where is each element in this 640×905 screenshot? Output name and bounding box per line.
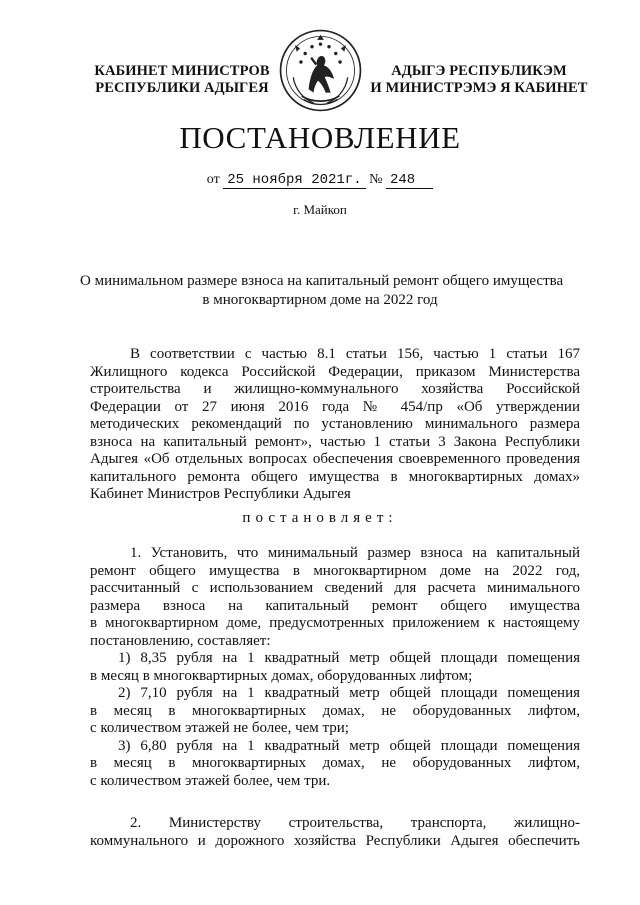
issuer-line: И МИНИСТРЭМЭ Я КАБИНЕТ [370,80,588,96]
rate-line: с количеством этажей более, чем три. [90,772,331,789]
issuer-line: АДЫГЭ РЕСПУБЛИКЭМ [391,63,567,79]
item-1-line: размера взноса на капитальный ремонт общего имущества [90,597,580,614]
preamble-line: строительства и жилищно-коммунального хозяйства Российской [90,381,580,397]
issuer-line: КАБИНЕТ МИНИСТРОВ [94,63,270,79]
year-suffix: г. [344,172,362,188]
preamble-line: методических рекомендаций по установлению минимального размера [90,416,580,432]
preamble-line: Адыгея «Об отдельных вопросах обеспечения своевременного проведения [90,451,580,467]
rate-line: 3) 6,80 рубля на 1 квадратный метр общей площади помещения [118,737,580,754]
rate-line: в месяц в многоквартирных домах, оборудованных лифтом; [90,667,473,684]
preamble-line: Кабинет Министров Республики Адыгея [90,486,351,502]
item-1-paragraph [90,545,580,790]
document-date [223,172,365,189]
document-number: 248 [386,172,433,189]
issuer-name-russian [92,63,272,97]
document-subject [80,272,564,310]
preamble-line: Жилищного кодекса Российской Федерации, приказом Министерства [90,363,580,380]
issuer-name-adyghe [368,63,590,97]
adygea-coat-of-arms-icon [278,28,363,113]
decree-word: постановляет: [242,510,398,526]
rate-line: в месяц в многоквартирных домах, не оборудованных лифтом, [90,702,580,719]
date-and-number [0,172,640,188]
preamble-line: В соответствии с частью 8.1 статьи 156, частью 1 статьи 167 [130,346,580,362]
item-1-line: ремонт общего имущества в многоквартирном доме на 2022 год, [90,562,580,579]
preamble-line: капитального ремонта общего имущества в многоквартирных домах» [90,468,580,485]
rate-line: 2) 7,10 рубля на 1 квадратный метр общей площади помещения [118,685,580,701]
item-2-line: 2. Министерству строительства, транспорта, жилищно- [130,815,580,831]
item-1-line: постановлению, составляет: [90,632,271,649]
item-2-paragraph [90,815,580,850]
preamble-line: Федерации от 27 июня 2016 года № 454/пр «Об утверждении [90,398,580,415]
item-2-line: коммунального и дорожного хозяйства Республики Адыгея обеспечить [90,832,580,849]
city-name: г. Майкоп [293,202,347,217]
document-title: ПОСТАНОВЛЕНИЕ [179,120,461,155]
subject-line: О минимальном размере взноса на капитальный ремонт общего имущества [80,273,564,289]
date-value: 25 ноября 2021 [227,172,345,188]
rate-line: в месяц в многоквартирных домах, не оборудованных лифтом, [90,755,580,771]
preamble-paragraph [90,346,580,504]
issuer-line: РЕСПУБЛИКИ АДЫГЕЯ [95,80,269,96]
number-label: № [369,172,383,187]
date-prefix: от [206,172,220,187]
item-1-line: 1. Установить, что минимальный размер взноса на капитальный [130,545,580,561]
subject-line: в многоквартирном доме на 2022 год [202,292,438,308]
preamble-line: взноса на капитальный ремонт», частью 1 статьи 3 Закона Республики [90,433,580,450]
item-1-line: в многоквартирном доме, предусмотренных приложением к настоящему [90,615,580,631]
rate-line: 1) 8,35 рубля на 1 квадратный метр общей площади помещения [118,650,580,666]
rate-line: с количеством этажей не более, чем три; [90,720,349,736]
item-1-line: рассчитанный с использованием сведений для расчета минимального [90,580,580,596]
